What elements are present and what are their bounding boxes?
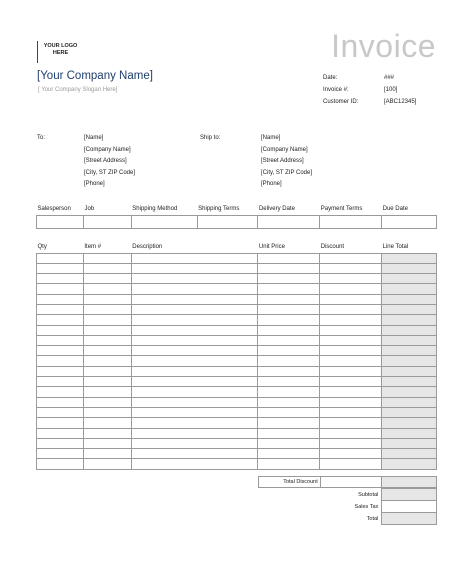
logo-line-2: HERE [52,50,69,56]
item-cell[interactable] [258,387,320,397]
item-cell[interactable] [131,274,258,284]
item-cell[interactable] [83,325,131,335]
item-cell[interactable] [83,428,131,438]
shipping-header: Payment Terms [320,206,363,213]
item-cell[interactable] [83,294,131,304]
item-cell[interactable] [37,325,84,335]
item-cell[interactable] [258,377,320,387]
item-cell[interactable] [131,387,258,397]
item-row [37,407,437,417]
shipping-header: Shipping Terms [198,206,240,213]
item-cell [382,315,437,325]
item-cell[interactable] [37,366,84,376]
item-cell[interactable] [37,387,84,397]
item-cell[interactable] [320,274,382,284]
to-line: [Name] [84,135,104,141]
item-cell[interactable] [37,407,84,417]
item-cell[interactable] [258,356,320,366]
item-cell[interactable] [131,335,258,345]
item-cell[interactable] [37,294,84,304]
item-cell[interactable] [320,377,382,387]
meta-date-value: ### [384,75,395,81]
item-cell [382,366,437,376]
company-name: [Your Company Name] [37,70,153,82]
ship-to-line: [Phone] [261,181,282,187]
totals-table [258,476,437,488]
item-cell[interactable] [258,438,320,448]
item-row [37,377,437,387]
item-row [37,459,437,469]
item-cell[interactable] [83,315,131,325]
item-row [37,428,437,438]
item-cell[interactable] [320,335,382,345]
item-cell[interactable] [320,356,382,366]
item-cell[interactable] [131,407,258,417]
item-cell[interactable] [37,284,84,294]
item-cell[interactable] [320,315,382,325]
item-cell[interactable] [37,356,84,366]
item-cell[interactable] [83,335,131,345]
item-header: Discount [320,243,345,250]
item-cell[interactable] [320,387,382,397]
item-cell[interactable] [320,449,382,459]
item-cell[interactable] [320,459,382,469]
item-cell[interactable] [131,418,258,428]
item-cell[interactable] [83,438,131,448]
item-cell [382,407,437,417]
item-cell[interactable] [320,438,382,448]
shipping-header: Delivery Date [258,206,295,213]
item-cell [382,284,437,294]
item-cell[interactable] [131,284,258,294]
item-cell [382,397,437,407]
item-cell[interactable] [258,294,320,304]
item-cell [382,356,437,366]
item-cell[interactable] [83,387,131,397]
shipping-cell[interactable] [83,215,131,228]
item-cell [382,274,437,284]
item-cell[interactable] [83,263,131,273]
item-cell[interactable] [258,366,320,376]
item-cell[interactable] [37,397,84,407]
item-row [37,397,437,407]
sales-tax-label: Sales Tax [354,503,379,510]
item-cell[interactable] [83,356,131,366]
subtotal-value [382,489,437,501]
item-cell[interactable] [131,428,258,438]
item-cell[interactable] [258,284,320,294]
ship-to-line: [Name] [261,135,281,141]
item-cell[interactable] [131,325,258,335]
total-label: Total [366,515,379,522]
shipping-cell[interactable] [131,215,197,228]
sales-tax-value[interactable] [382,501,437,513]
item-cell[interactable] [258,253,320,263]
item-cell [382,304,437,314]
item-header: Line Total [382,243,409,250]
item-cell[interactable] [258,397,320,407]
item-cell[interactable] [320,284,382,294]
item-cell[interactable] [83,418,131,428]
item-row [37,284,437,294]
meta-invoice-label: Invoice #: [323,87,349,93]
item-cell[interactable] [131,366,258,376]
item-row [37,346,437,356]
item-row [37,294,437,304]
item-cell[interactable] [131,294,258,304]
subtotal-label: Subtotal [358,491,379,498]
item-header: Unit Price [258,243,285,250]
shipping-cell[interactable] [382,215,437,228]
ship-to-address [261,133,312,191]
item-cell[interactable] [320,428,382,438]
item-cell[interactable] [258,418,320,428]
item-cell[interactable] [37,335,84,345]
meta-customer-value: [ABC12345] [384,99,417,105]
item-cell[interactable] [320,325,382,335]
item-cell[interactable] [131,397,258,407]
item-cell [382,459,437,469]
item-cell[interactable] [320,418,382,428]
item-cell[interactable] [131,377,258,387]
item-cell [382,449,437,459]
item-row [37,418,437,428]
item-cell[interactable] [320,366,382,376]
item-cell[interactable] [131,263,258,273]
item-cell[interactable] [131,315,258,325]
logo-line-1: YOUR LOGO [43,43,78,49]
item-cell[interactable] [258,459,320,469]
item-row [37,325,437,335]
item-cell[interactable] [131,304,258,314]
shipping-cell[interactable] [320,215,382,228]
item-cell[interactable] [258,315,320,325]
item-cell [382,418,437,428]
shipping-header: Salesperson [37,206,71,213]
item-cell[interactable] [83,377,131,387]
item-cell[interactable] [131,459,258,469]
invoice-title: Invoice [331,28,436,64]
item-cell[interactable] [83,346,131,356]
item-cell [382,387,437,397]
company-slogan: [ Your Company Slogan Here] [38,87,118,93]
items-table [36,241,437,470]
shipping-table [36,204,437,229]
item-header: Qty [37,243,47,250]
item-cell[interactable] [37,263,84,273]
item-cell[interactable] [83,397,131,407]
ship-to-line: [City, ST ZIP Code] [261,169,313,176]
total-discount-cell[interactable] [320,477,382,488]
item-row [37,449,437,459]
item-cell[interactable] [258,449,320,459]
shipping-cell[interactable] [197,215,258,228]
to-address [84,133,135,191]
item-cell[interactable] [320,304,382,314]
summary-table [320,488,437,525]
item-cell[interactable] [258,304,320,314]
item-cell[interactable] [320,397,382,407]
shipping-header: Due Date [382,206,408,213]
to-label: To: [37,135,46,141]
item-cell [382,253,437,263]
item-cell[interactable] [37,253,84,263]
item-cell[interactable] [83,304,131,314]
item-cell[interactable] [131,346,258,356]
item-cell[interactable] [83,366,131,376]
item-cell[interactable] [258,335,320,345]
item-cell [382,294,437,304]
item-cell[interactable] [37,315,84,325]
item-header: Description [132,243,163,250]
item-cell[interactable] [37,459,84,469]
item-header: Item # [84,243,102,250]
item-cell[interactable] [37,346,84,356]
to-line: [Phone] [84,181,105,187]
item-cell[interactable] [131,253,258,263]
item-cell[interactable] [83,449,131,459]
ship-to-line: [Company Name] [261,146,308,153]
item-cell [382,325,437,335]
to-line: [Company Name] [84,146,131,153]
item-cell[interactable] [131,438,258,448]
item-cell[interactable] [37,449,84,459]
item-cell [382,335,437,345]
meta-customer-label: Customer ID: [323,99,359,105]
item-row [37,387,437,397]
item-cell[interactable] [320,407,382,417]
item-cell[interactable] [37,418,84,428]
item-row [37,438,437,448]
item-cell[interactable] [83,407,131,417]
total-discount-line-cell [382,477,437,488]
total-discount-label: Total Discount [259,477,321,488]
shipping-header: Job [84,206,95,213]
to-line: [Street Address] [84,158,127,164]
item-cell[interactable] [83,274,131,284]
item-cell [382,438,437,448]
item-cell[interactable] [37,304,84,314]
item-cell[interactable] [131,356,258,366]
item-row [37,366,437,376]
item-cell[interactable] [320,253,382,263]
item-cell[interactable] [258,346,320,356]
item-cell [382,263,437,273]
meta-date-label: Date: [323,75,338,81]
item-row [37,315,437,325]
company-logo [37,41,83,63]
to-line: [City, ST ZIP Code] [84,169,136,176]
item-cell[interactable] [37,274,84,284]
ship-to-label: Ship to: [200,135,221,141]
item-cell[interactable] [83,253,131,263]
item-cell [382,377,437,387]
item-row [37,253,437,263]
shipping-cell[interactable] [37,215,84,228]
item-row [37,356,437,366]
item-row [37,335,437,345]
item-row [37,274,437,284]
ship-to-line: [Street Address] [261,158,304,164]
total-value [382,513,437,525]
item-row [37,304,437,314]
item-cell[interactable] [37,438,84,448]
shipping-cell[interactable] [258,215,320,228]
item-cell[interactable] [258,325,320,335]
shipping-header: Shipping Method [132,206,178,213]
meta-invoice-value: [100] [384,87,398,93]
item-cell[interactable] [37,377,84,387]
item-cell[interactable] [83,284,131,294]
item-cell[interactable] [258,428,320,438]
item-cell [382,428,437,438]
item-cell[interactable] [83,459,131,469]
item-cell[interactable] [320,263,382,273]
shipping-row [37,215,437,228]
item-cell[interactable] [258,274,320,284]
item-cell[interactable] [37,428,84,438]
item-cell[interactable] [131,449,258,459]
item-cell[interactable] [320,346,382,356]
item-cell[interactable] [320,294,382,304]
item-cell [382,346,437,356]
item-cell[interactable] [258,407,320,417]
item-cell[interactable] [258,263,320,273]
item-row [37,263,437,273]
